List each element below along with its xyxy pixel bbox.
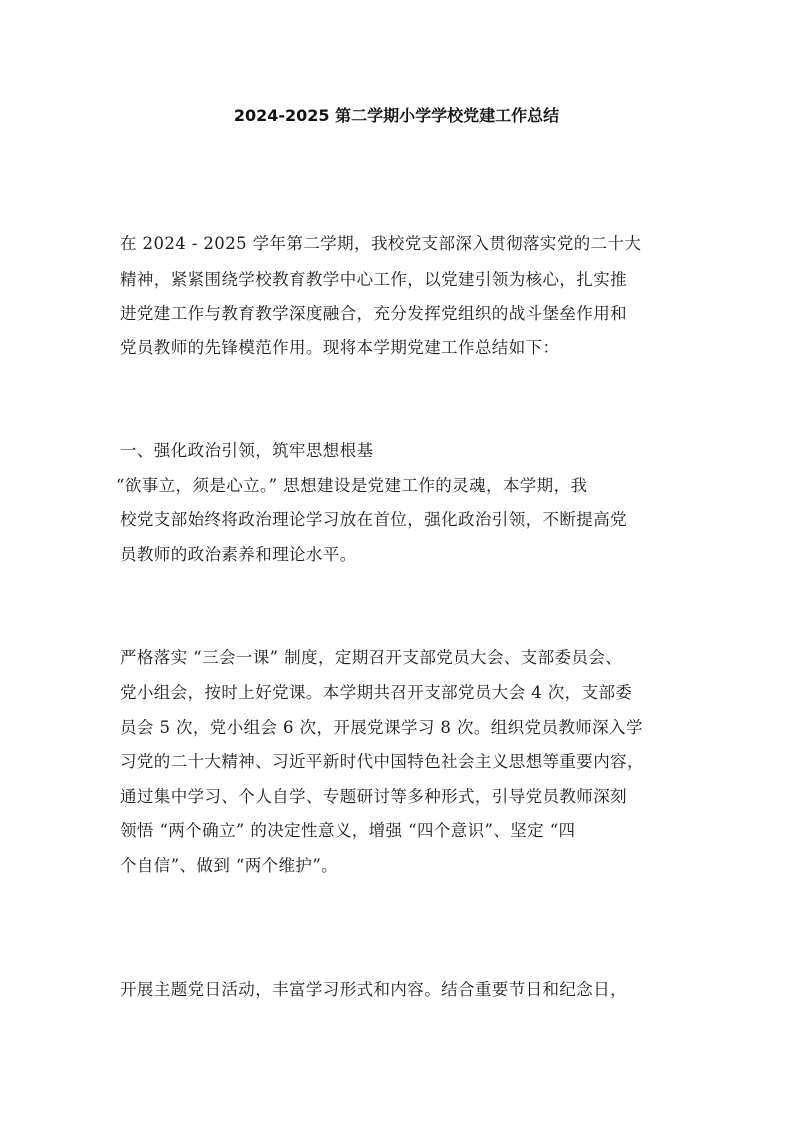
text-line: 进党建工作与教育教学深度融合，充分发挥党组织的战斗堡垒作用和 (120, 304, 627, 323)
section-heading: 一、强化政治引领，筑牢思想根基 (120, 441, 374, 460)
text-line: 通过集中学习、个人自学、专题研讨等多种形式，引导党员教师深刻 (120, 787, 627, 806)
document-title: 2024-2025 第二学期小学学校党建工作总结 (233, 106, 560, 125)
text-line: 党员教师的先锋模范作用。现将本学期党建工作总结如下： (120, 338, 560, 357)
text-line: 党小组会，按时上好党课。本学期共召开支部党员大会 4 次，支部委 (120, 683, 633, 702)
text-line: 个自信”、做到 “两个维护”。 (120, 856, 339, 875)
text-line: 领悟 “两个确立” 的决定性意义，增强 “四个意识”、坚定 “四 (120, 821, 576, 840)
text-line: 严格落实 “三会一课” 制度，定期召开支部党员大会、支部委员会、 (120, 648, 623, 667)
text-line: 在 2024 - 2025 学年第二学期，我校党支部深入贯彻落实党的二十大 (120, 234, 642, 253)
text-line: 精神，紧紧围绕学校教育教学中心工作，以党建引领为核心，扎实推 (120, 270, 627, 289)
text-line: 校党支部始终将政治理论学习放在首位，强化政治引领，不断提高党 (120, 510, 627, 529)
text-line: 习党的二十大精神、习近平新时代中国特色社会主义思想等重要内容， (120, 752, 644, 771)
text-line: 开展主题党日活动，丰富学习形式和内容。结合重要节日和纪念日， (120, 980, 627, 999)
text-line: 员教师的政治素养和理论水平。 (120, 545, 357, 564)
text-line: “欲事立，须是心立。” 思想建设是党建工作的灵魂，本学期，我 (116, 476, 588, 495)
text-line: 员会 5 次，党小组会 6 次，开展党课学习 8 次。组织党员教师深入学 (120, 718, 643, 737)
